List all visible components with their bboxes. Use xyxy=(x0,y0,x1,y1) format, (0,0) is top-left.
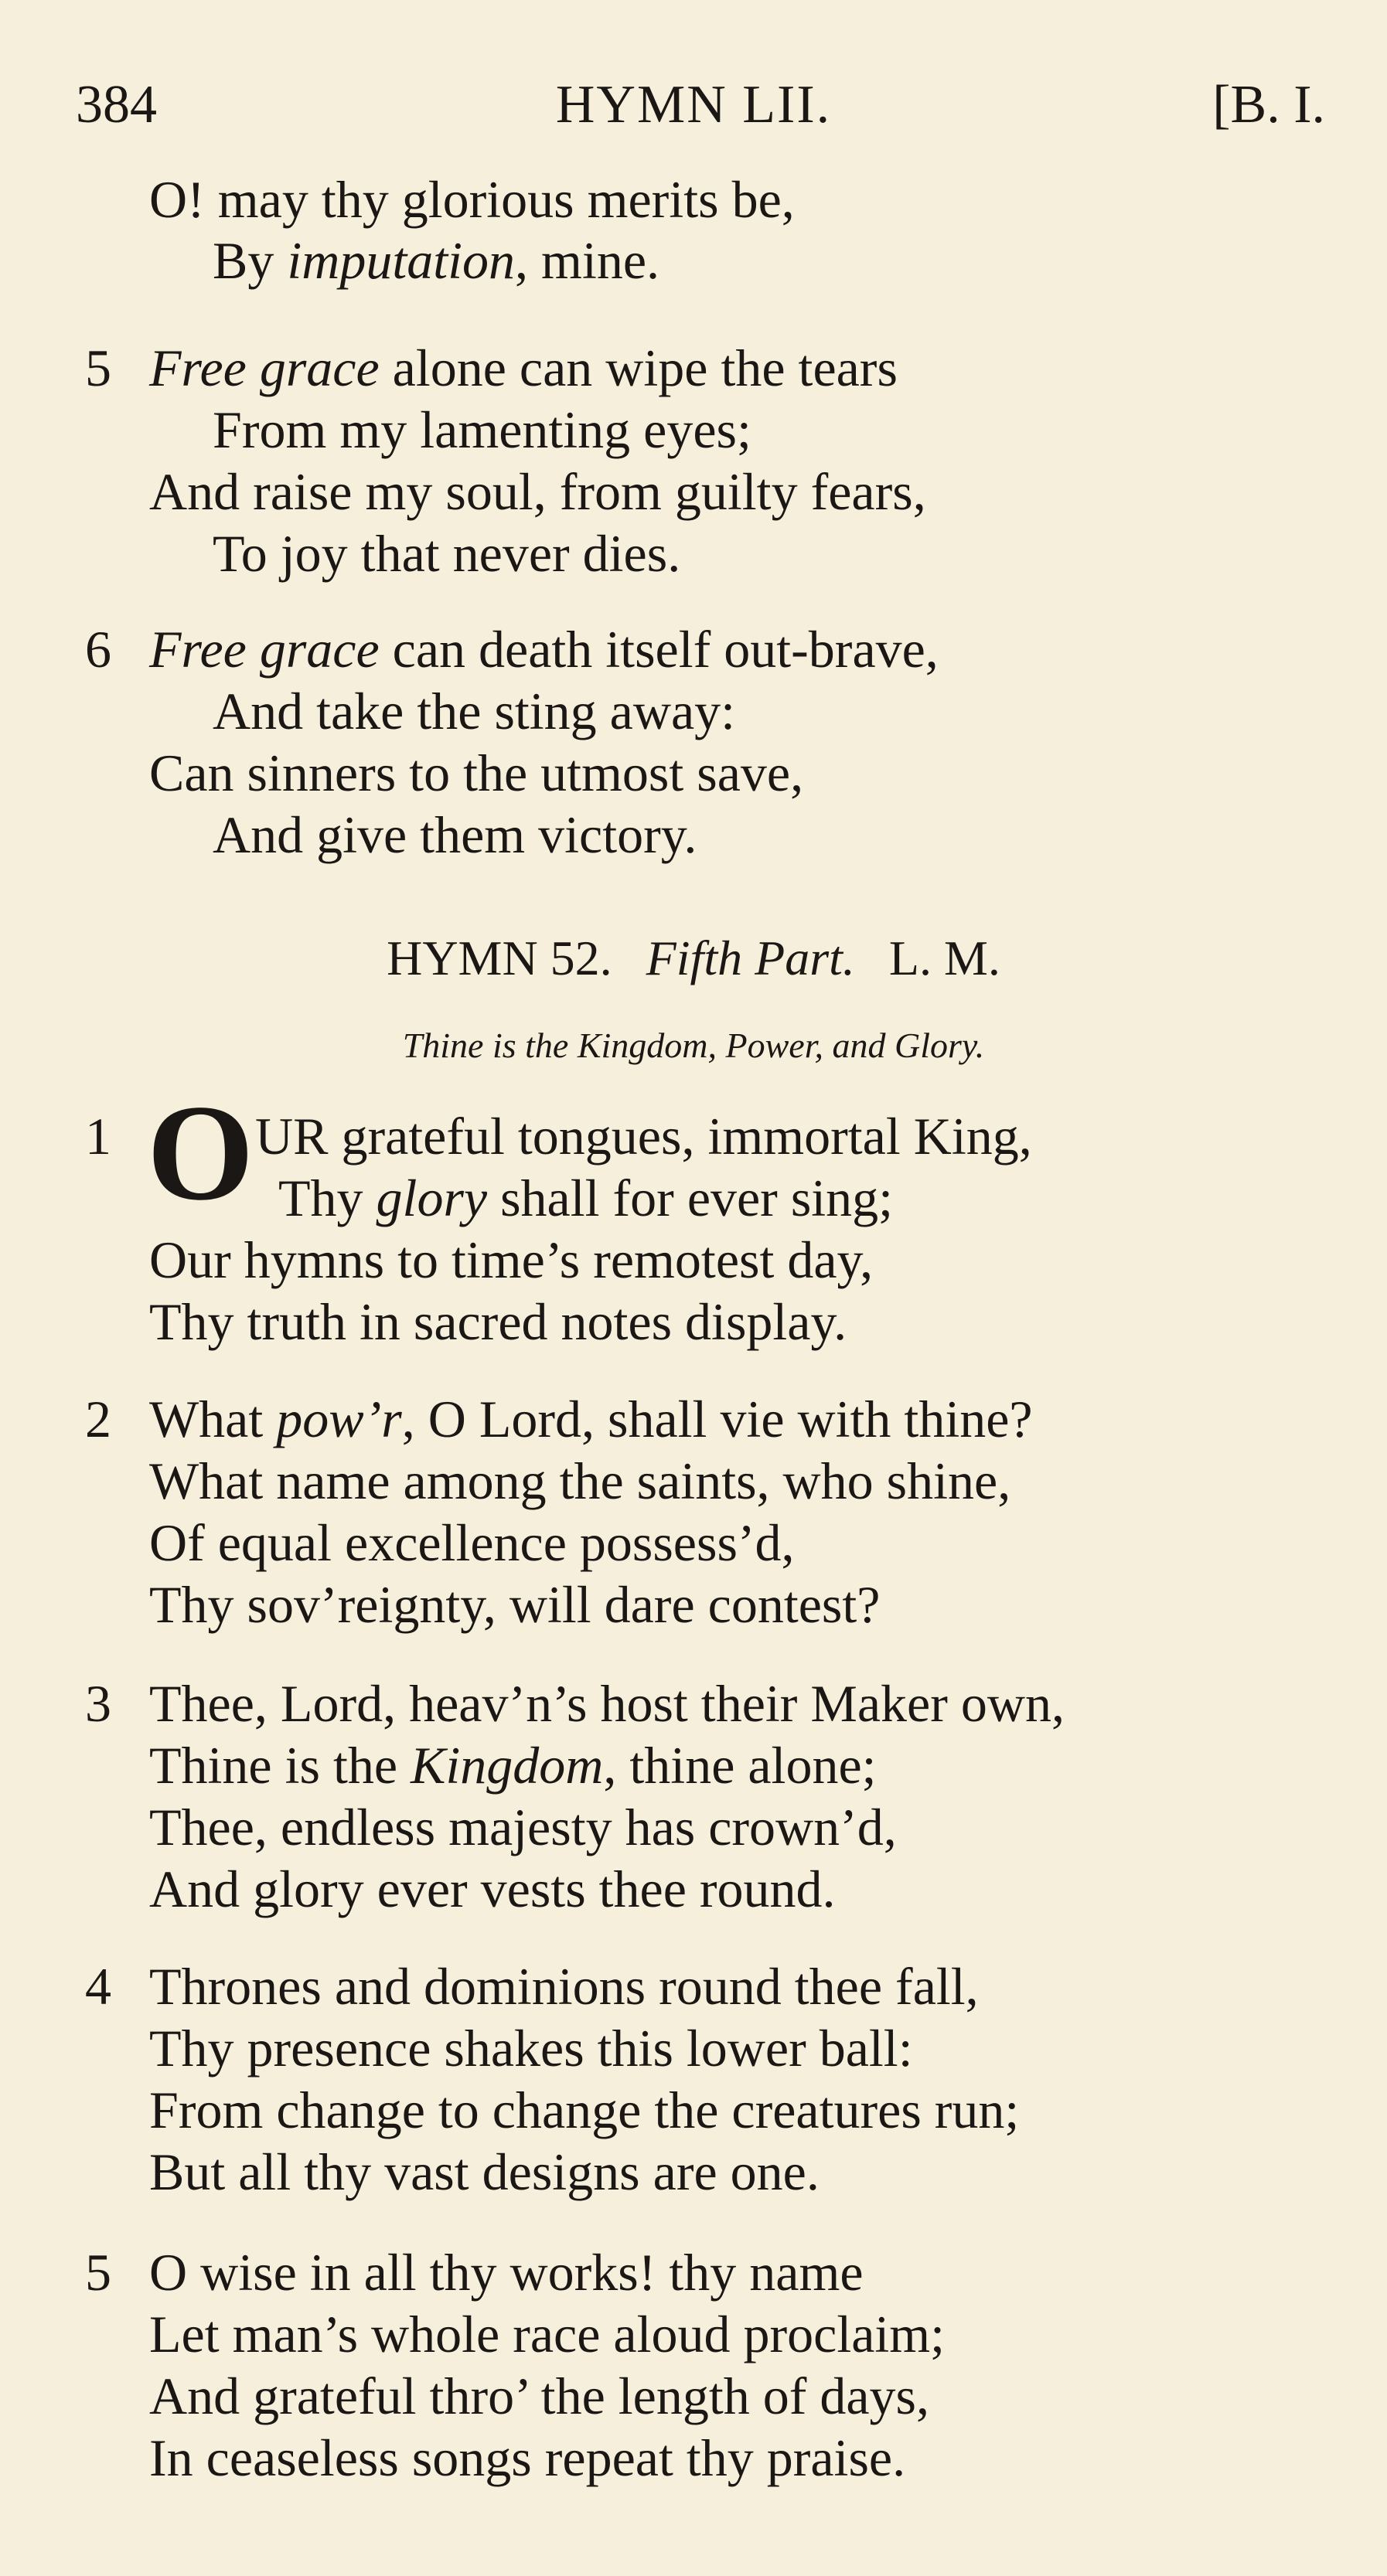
hymn-subtitle: Thine is the Kingdom, Power, and Glory. xyxy=(402,1026,985,1065)
verse-number: 2 xyxy=(85,1390,111,1448)
hymn-number: HYMN 52. xyxy=(387,931,612,985)
carryover-line-2: By imputation, mine. xyxy=(213,231,660,290)
verse-line: What pow’r, O Lord, shall vie with thine? xyxy=(149,1390,1033,1448)
running-title: HYMN LII. xyxy=(555,75,832,134)
verse-number: 4 xyxy=(85,1957,111,2016)
verse-number: 6 xyxy=(85,620,111,679)
hymn-title xyxy=(0,924,1387,993)
verse-line: And glory ever vests thee round. xyxy=(149,1860,836,1918)
verse-line: Free grace can death itself out-brave, xyxy=(149,620,939,679)
verse-number: 5 xyxy=(85,2243,111,2302)
verse-line: To joy that never dies. xyxy=(213,524,681,583)
verse-line: What name among the saints, who shine, xyxy=(149,1451,1011,1510)
verse-line: Thine is the Kingdom, thine alone; xyxy=(149,1736,877,1795)
verse-line: Thy sov’reignty, will dare contest? xyxy=(149,1575,881,1634)
verse-line: And grateful thro’ the length of days, xyxy=(149,2367,930,2425)
verse-number: 5 xyxy=(85,339,111,397)
verse-line: And raise my soul, from guilty fears, xyxy=(149,462,926,521)
verse-line: And take the sting away: xyxy=(213,682,736,740)
carryover-line-1: O! may thy glorious merits be, xyxy=(149,170,795,229)
verse-line: Thy glory shall for ever sing; xyxy=(278,1169,894,1227)
verse-line: UR grateful tongues, immortal King, xyxy=(255,1107,1032,1165)
section-marker: [B. I. xyxy=(1212,75,1325,134)
verse-line: O wise in all thy works! thy name xyxy=(149,2243,864,2302)
verse-number: 3 xyxy=(85,1674,111,1733)
verse-line: Free grace alone can wipe the tears xyxy=(149,339,898,397)
hymn-part: Fifth Part. xyxy=(646,931,855,985)
verse-line: In ceaseless songs repeat thy praise. xyxy=(149,2428,906,2487)
hymn-meter: L. M. xyxy=(888,931,1000,985)
verse-number: 1 xyxy=(85,1107,111,1165)
verse-line: Let man’s whole race aloud proclaim; xyxy=(149,2305,946,2363)
verse-line: And give them victory. xyxy=(213,805,697,864)
verse-line: Thy truth in sacred notes display. xyxy=(149,1292,847,1351)
verse-line: From change to change the creatures run; xyxy=(149,2081,1020,2139)
verse-line: From my lamenting eyes; xyxy=(213,400,751,459)
verse-line: Our hymns to time’s remotest day, xyxy=(149,1230,874,1289)
verse-line: Thee, endless majesty has crown’d, xyxy=(149,1798,897,1856)
running-header xyxy=(62,66,1325,144)
verse-line: Thee, Lord, heav’n’s host their Maker own, xyxy=(149,1674,1065,1733)
verse-line: Can sinners to the utmost save, xyxy=(149,744,804,802)
verse-line: Thy presence shakes this lower ball: xyxy=(149,2019,913,2077)
verse-line: Of equal excellence possess’d, xyxy=(149,1513,795,1572)
verse-line: But all thy vast designs are one. xyxy=(149,2142,820,2201)
verse-line: Thrones and dominions round thee fall, xyxy=(149,1957,979,2016)
page-number: 384 xyxy=(76,75,157,134)
drop-cap: O xyxy=(147,1076,254,1229)
